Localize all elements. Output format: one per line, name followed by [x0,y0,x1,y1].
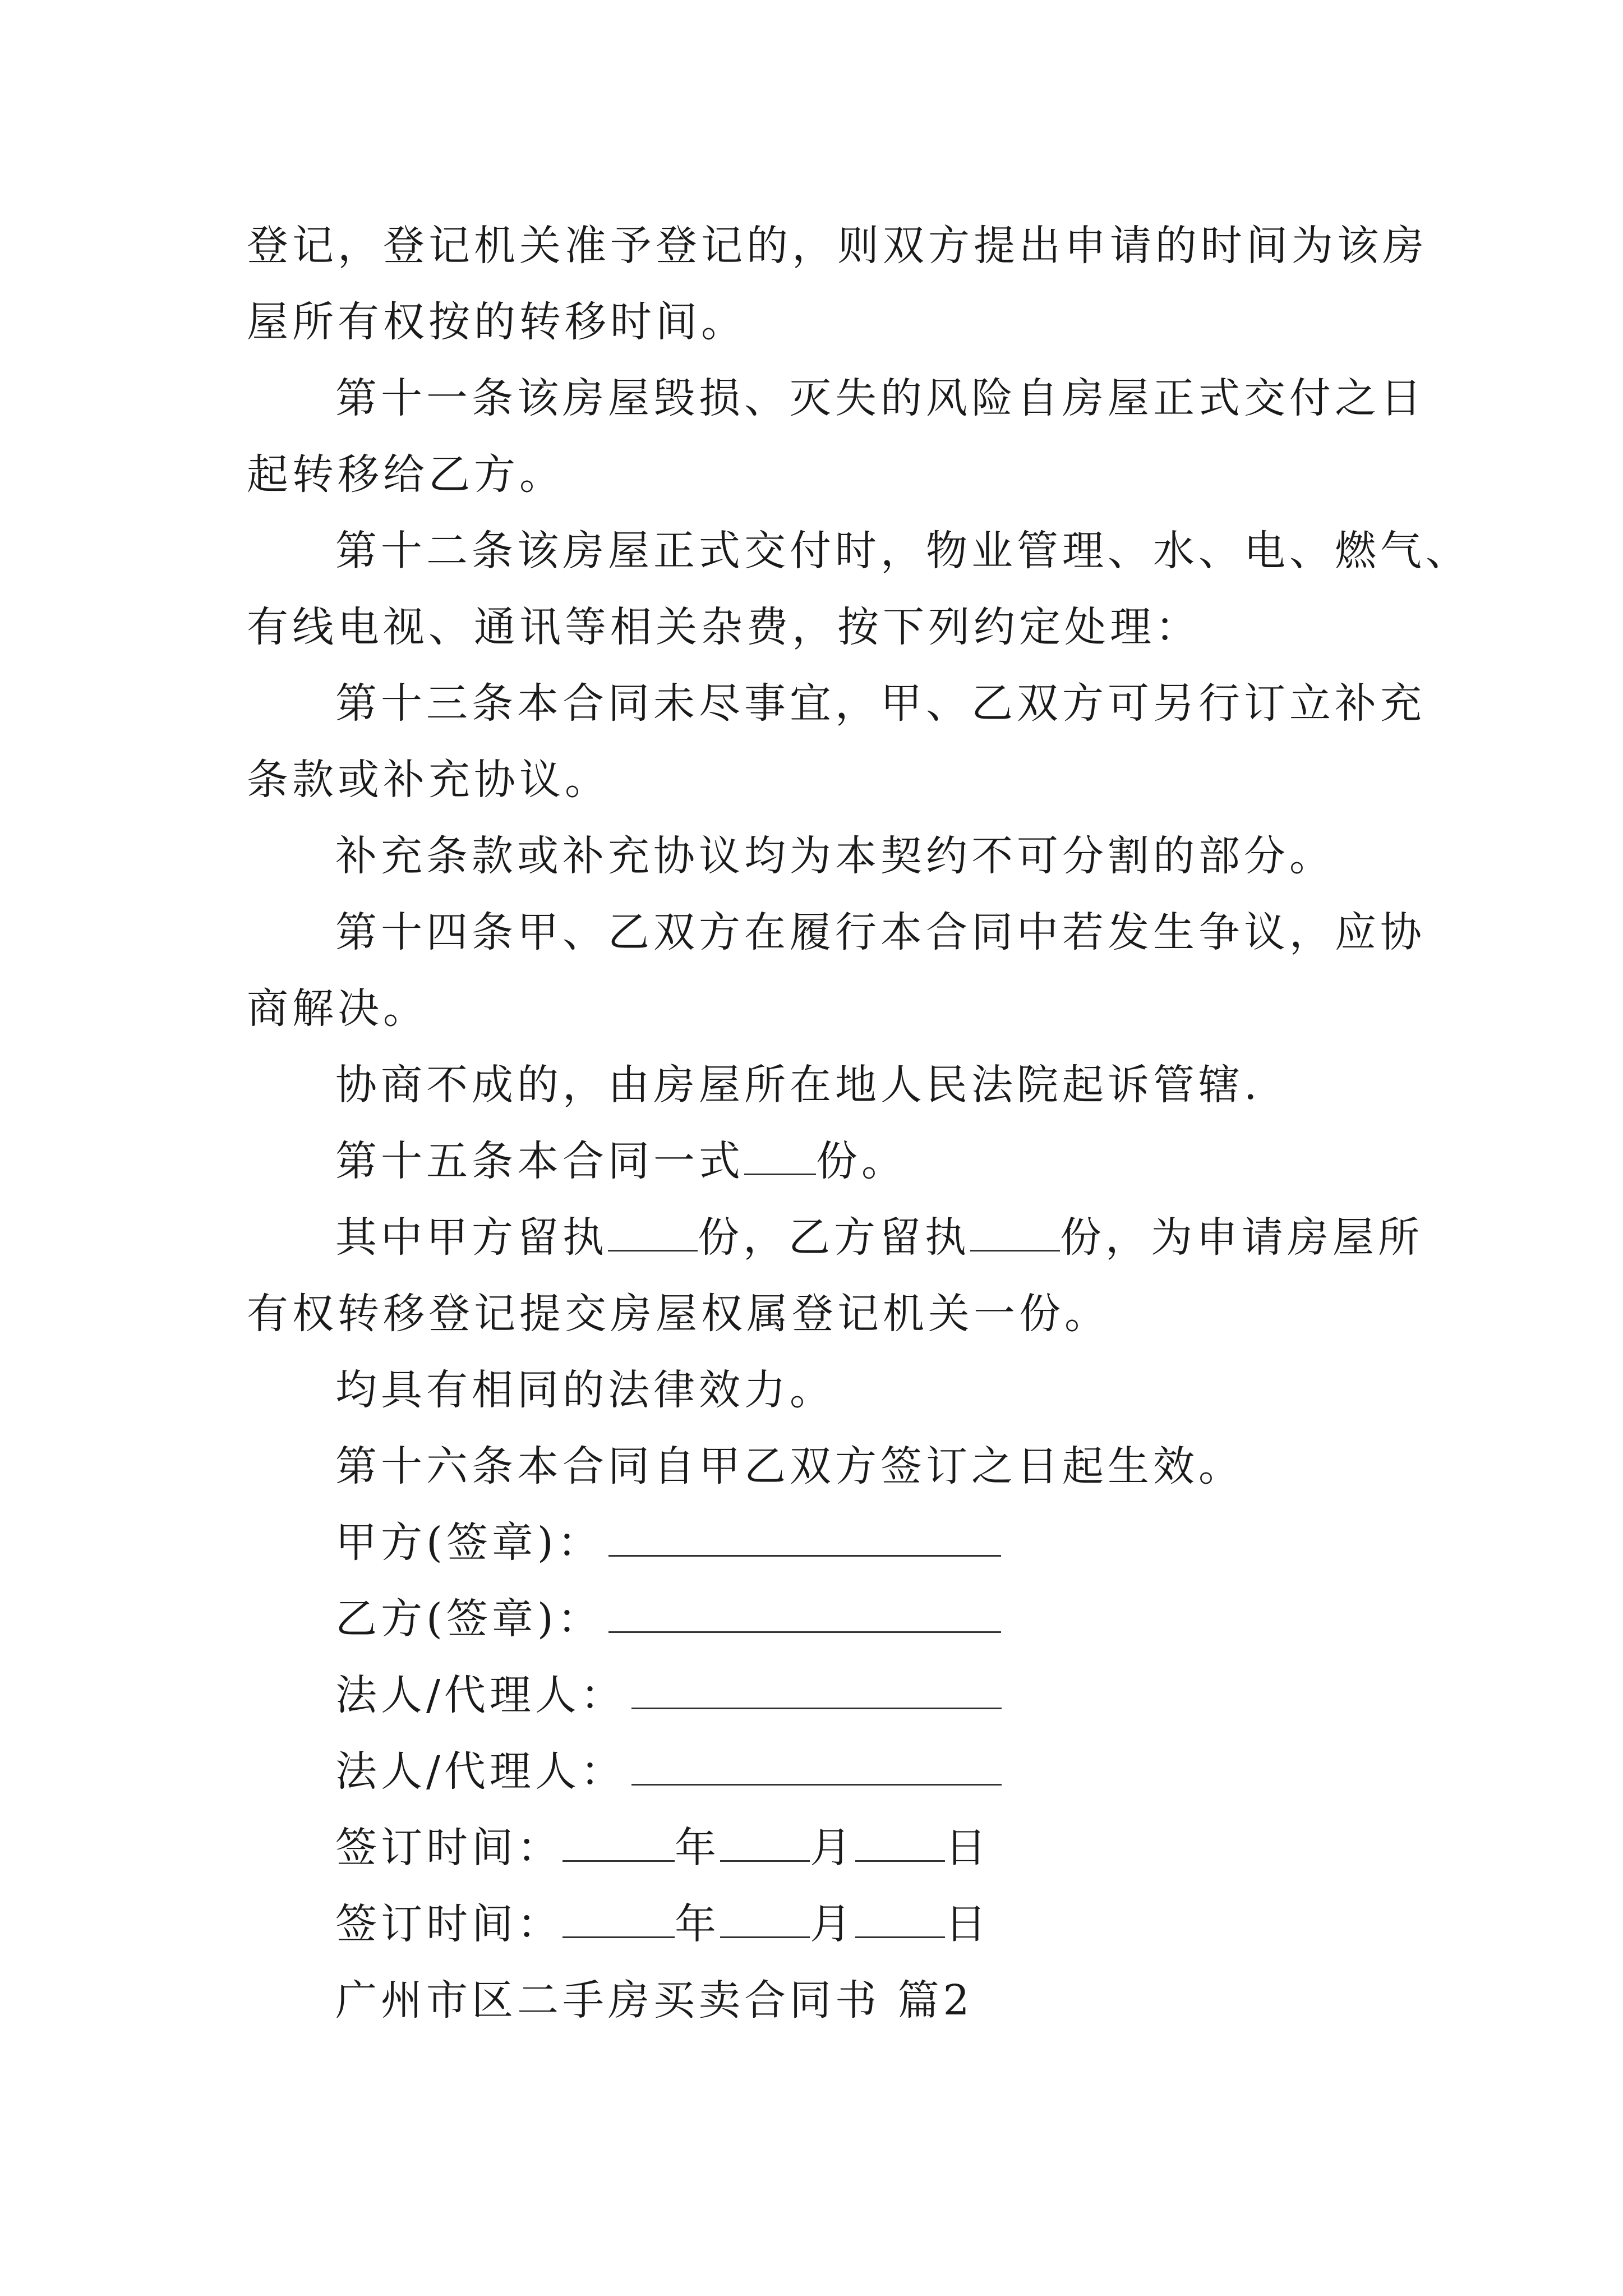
date-2-day: 日 [945,1900,990,1948]
agent-2-signature-blank [631,1745,1002,1786]
date-2-day-blank [855,1897,945,1938]
clause-15-distribution-cont: 有权转移登记提交房屋权属登记机关一份。 [247,1290,1110,1338]
signature-party-a [247,1504,1385,1581]
date-2-label: 签订时间： [335,1900,562,1948]
agent-2-label: 法人/代理人： [335,1747,626,1796]
clause-11-line-1: 第十一条该房屋毁损、灭失的风险自房屋正式交付之日 [335,374,1426,422]
clause-12-line-2: 有线电视、通讯等相关杂费，按下列约定处理： [247,603,1201,651]
date-1-year: 年 [675,1824,720,1872]
date-1-month: 月 [810,1824,855,1872]
agent-1-signature-blank [631,1668,1002,1709]
date-2-year: 年 [675,1900,720,1948]
next-section-heading: 广州市区二手房买卖合同书 篇2 [335,1976,974,2024]
date-1-year-blank [562,1821,675,1862]
date-2-month-blank [720,1897,810,1938]
signature-party-b [247,1581,1385,1657]
signature-agent-1 [247,1657,1385,1733]
sign-date-1 [247,1810,1385,1886]
agent-1-label: 法人/代理人： [335,1671,626,1719]
clause-13-supplement: 补充条款或补充协议均为本契约不可分割的部分。 [335,832,1335,880]
date-1-month-blank [720,1821,810,1862]
clause-15-effect: 均具有相同的法律效力。 [335,1366,835,1414]
clause-13-line-1: 第十三条本合同未尽事宜，甲、乙双方可另行订立补充 [335,679,1426,728]
clause-16: 第十六条本合同自甲乙双方签订之日起生效。 [335,1442,1244,1490]
date-1-day: 日 [945,1824,990,1872]
clause-12-line-1: 第十二条该房屋正式交付时，物业管理、水、电、燃气、 [335,527,1471,575]
clause-10-line-2: 屋所有权按的转移时间。 [247,298,746,346]
party-b-copies-blank [970,1211,1060,1251]
clause-13-line-2: 条款或补充协议。 [247,756,610,804]
party-a-copies-blank [608,1211,698,1251]
distribution-text-3: 份，为申请房屋所 [1060,1213,1423,1262]
date-2-year-blank [562,1897,675,1938]
party-a-signature-blank [608,1516,1001,1557]
date-1-day-blank [855,1821,945,1862]
clause-15-distribution [247,1199,1423,1276]
distribution-text-1: 其中甲方留执 [335,1213,608,1262]
copies-total-blank [744,1134,816,1175]
clause-14-jurisdiction: 协商不成的，由房屋所在地人民法院起诉管辖. [335,1061,1261,1109]
contract-body [247,208,1471,2039]
clause-11-line-2: 起转移给乙方。 [247,450,565,499]
clause-15-text-pre: 第十五条本合同一式 [335,1137,744,1185]
signature-agent-2 [247,1733,1385,1810]
date-1-label: 签订时间： [335,1824,562,1872]
clause-14-line-1: 第十四条甲、乙双方在履行本合同中若发生争议，应协 [335,908,1426,956]
date-2-month: 月 [810,1900,855,1948]
clause-15-copies [247,1123,1385,1199]
party-b-signature-blank [608,1592,1001,1633]
party-b-label: 乙方(签章)： [335,1595,603,1643]
sign-date-2 [247,1886,1385,1962]
party-a-label: 甲方(签章)： [335,1519,603,1567]
clause-14-line-2: 商解决。 [247,984,428,1033]
distribution-text-2: 份，乙方留执 [698,1213,970,1262]
clause-10-line-1: 登记，登记机关准予登记的，则双方提出申请的时间为该房 [247,222,1428,270]
clause-15-text-post: 份。 [816,1137,907,1185]
